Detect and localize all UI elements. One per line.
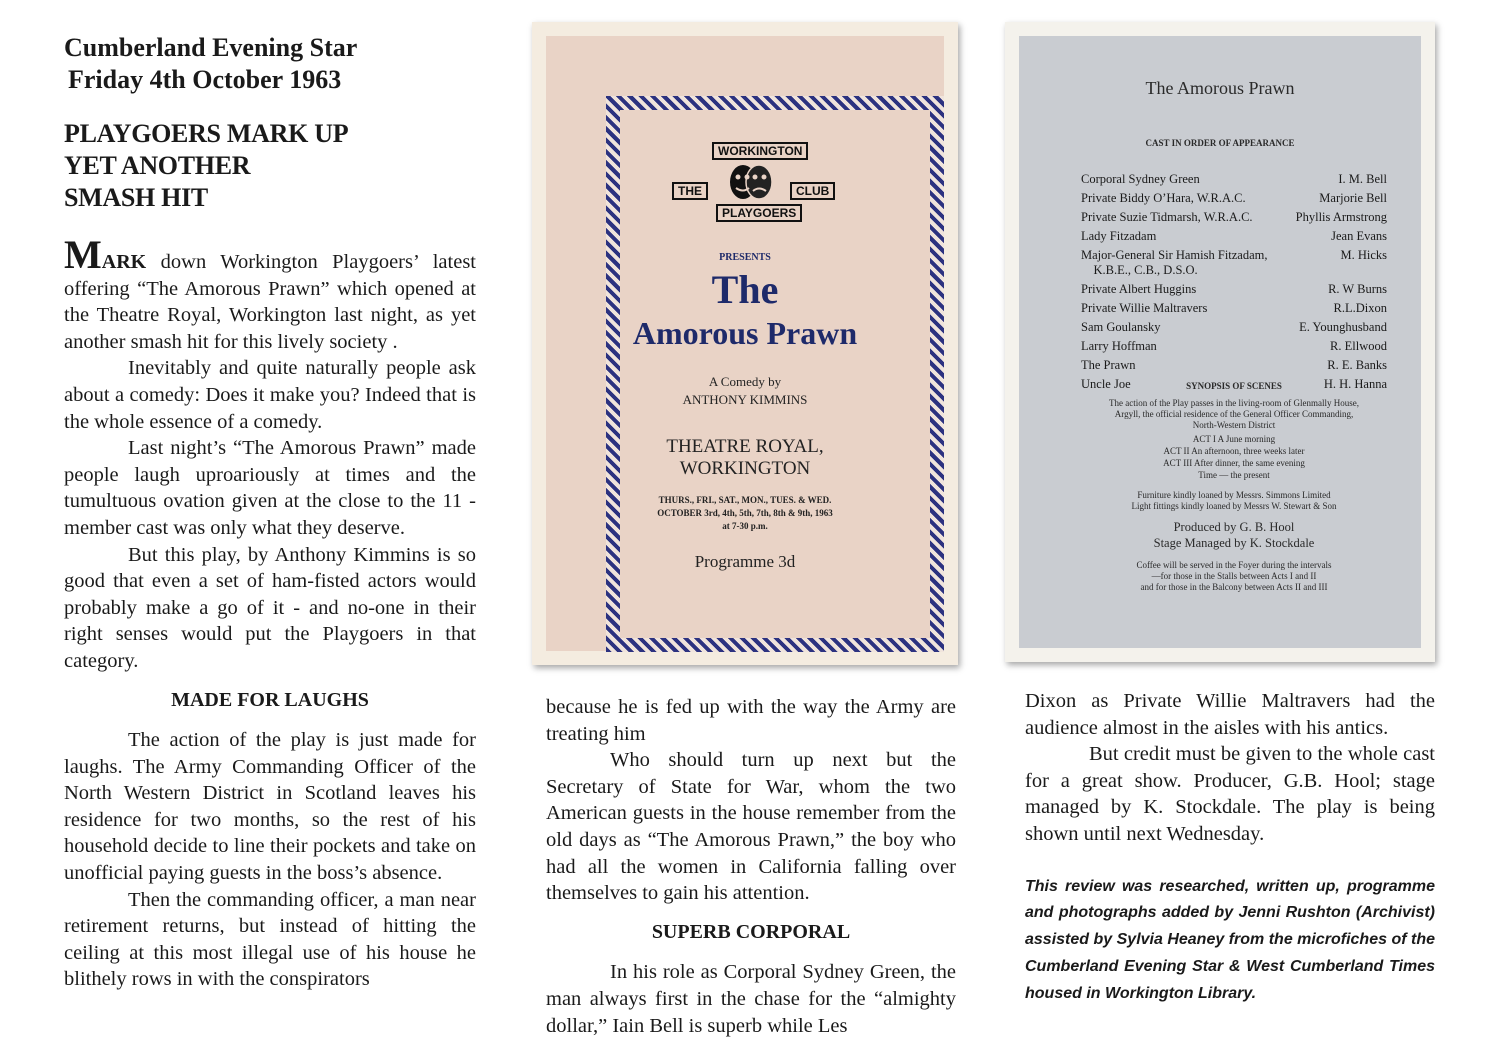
cast-actor: R. Ellwood [1330,339,1387,353]
cast-role: Sam Goulansky [1081,320,1161,334]
cast-actor: I. M. Bell [1338,172,1387,186]
subheading: MADE FOR LAUGHS [171,688,369,711]
cast-heading: CAST IN ORDER OF APPEARANCE [1145,138,1295,148]
coffee-note: and for those in the Balcony between Acts II and III [1140,582,1328,592]
logo-text: THE [672,182,708,200]
logo-text: PLAYGOERS [716,204,802,222]
paragraph: Dixon as Private Willie Maltravers had the audience almost in the aisles with his antics. [1025,690,1435,739]
presents-text: PRESENTS [719,252,771,263]
drop-cap: M [64,232,102,277]
cast-role: Uncle Joe [1081,377,1131,391]
cast-role: K.B.E., C.B., D.S.O. [1081,263,1198,277]
paragraph: But this play, by Anthony Kimmins is so good that even a set of ham-fisted actors would probably make a go of it - and no-one in their right senses would put the Playgoers in that category. [64,543,476,672]
paragraph: The action of the play is just made for laughs. The Army Commanding Officer of the North Western District in Scotland leaves his residence for two months, so the rest of his household decide to line their pockets and take on unofficial paying guests in the boss’s absence. [64,729,476,885]
paragraph: But credit must be given to the whole cast for a great show. Producer, G.B. Hool; stage managed by K. Stockdale. The play is being shown until next Wednesday. [1025,743,1435,845]
masthead [64,32,494,96]
theatre-masks-icon [726,160,776,204]
performance-days: THURS., FRI., SAT., MON., TUES. & WED. [658,495,832,505]
act-line: ACT II An afternoon, three weeks later [1163,446,1305,456]
cast-role: Corporal Sydney Green [1081,172,1200,186]
programme-cast-photo [1005,22,1435,662]
cast-actor: Phyllis Armstrong [1295,210,1387,224]
archivist-credit: This review was researched, written up, programme and photographs added by Jenni Rushton (Archivist) assisted by Sylvia Heaney from the microfiches of the Cumberland Evening Star & West Cumberland Times housed in Workington Library. [1025,877,1435,1002]
cast-actor: R.L.Dixon [1333,301,1387,315]
programme-cover-photo [532,22,958,665]
comedy-by-text: A Comedy by [708,374,782,389]
furniture-credit: Furniture kindly loaned by Messrs. Simmons Limited [1137,490,1331,500]
cast-actor: E. Younghusband [1299,320,1387,334]
lead-paragraph [64,232,476,355]
coffee-note: Coffee will be served in the Foyer during the intervals [1136,560,1332,570]
cast-actor: R. W Burns [1328,282,1387,296]
newspaper-name: Cumberland Evening Star [64,33,358,62]
paragraph: In his role as Corporal Sydney Green, the man always first in the chase for the “almighty dollar,” Iain Bell is superb while Les [546,961,956,1037]
logo-text: WORKINGTON [712,142,808,160]
playgoers-club-logo [650,142,850,222]
coffee-note: —for those in the Stalls between Acts I and II [1151,571,1317,581]
synopsis-line: Argyll, the official residence of the General Officer Commanding, [1114,409,1354,419]
headline-line: YET ANOTHER [64,151,251,180]
article-column-2 [546,694,956,1039]
cast-role: Larry Hoffman [1081,339,1157,353]
play-title-line-1: The [711,267,779,312]
producer-credit: Produced by G. B. Hool [1173,520,1295,534]
lead-caps: ARK [101,251,147,273]
cast-role: Private Biddy O’Hara, W.R.A.C. [1081,191,1246,205]
cast-page-title: The Amorous Prawn [1145,78,1295,98]
headline-line: SMASH HIT [64,183,208,212]
paragraph: Who should turn up next but the Secretary of State for War, whom the two American guests in the house remember from the old days as “The Amorous Prawn,” the boy who had all the women in California falling over themselves to gain his attention. [546,749,956,905]
synopsis-line: North-Western District [1192,420,1276,430]
cast-role: Private Albert Huggins [1081,282,1197,296]
act-line: ACT III After dinner, the same evening [1163,458,1305,468]
cast-role: The Prawn [1081,358,1136,372]
headline [64,118,494,214]
venue-line-2: WORKINGTON [679,458,811,479]
programme-cast-paper [1019,36,1421,648]
article-column-3 [1025,688,1435,1008]
cast-actor: M. Hicks [1340,248,1387,262]
synopsis-heading: SYNOPSIS OF SCENES [1186,381,1282,391]
subheading: SUPERB CORPORAL [651,920,851,943]
headline-line: PLAYGOERS MARK UP [64,119,349,148]
performance-time: at 7-30 p.m. [722,521,768,531]
cast-role: Private Willie Maltravers [1081,301,1208,315]
paragraph: Last night’s “The Amorous Prawn” made people laugh uproariously at times and the tumultuous ovation given at the close to the 11 -member cast was only what they deserve. [64,437,476,539]
cast-actor: Marjorie Bell [1319,191,1387,205]
author-name: ANTHONY KIMMINS [682,392,808,407]
cast-actor: H. H. Hanna [1323,377,1387,391]
article-column-1 [64,232,476,993]
cast-role: Lady Fitzadam [1081,229,1157,243]
cast-role: Private Suzie Tidmarsh, W.R.A.C. [1081,210,1253,224]
programme-price: Programme 3d [694,552,796,571]
synopsis-line: The action of the Play passes in the living-room of Glenmally House, [1109,398,1359,408]
programme-cover-paper [546,36,944,651]
stage-manager-credit: Stage Managed by K. Stockdale [1153,536,1315,550]
venue-line-1: THEATRE ROYAL, [666,436,824,457]
logo-text: CLUB [790,182,835,200]
play-title-line-2: Amorous Prawn [632,315,858,351]
cast-role: Major-General Sir Hamish Fitzadam, [1081,248,1268,262]
publication-date: Friday 4th October 1963 [68,65,342,94]
act-line: Time — the present [1198,470,1270,480]
cast-actor: R. E. Banks [1327,358,1387,372]
lead-text: down Workington Playgoers’ latest offering “The Amorous Prawn” which opened at the Theatre Royal, Workington last night, as yet another smash hit for this lively society . [64,251,476,353]
performance-dates: OCTOBER 3rd, 4th, 5th, 7th, 8th & 9th, 1963 [657,508,833,518]
lighting-credit: Light fittings kindly loaned by Messrs W. Stewart & Son [1131,501,1337,511]
paragraph: because he is fed up with the way the Army are treating him [546,696,956,745]
cast-actor: Jean Evans [1331,229,1387,243]
paragraph: Inevitably and quite naturally people ask about a comedy: Does it make you? Indeed that is the whole essence of a comedy. [64,357,476,433]
act-line: ACT I A June morning [1192,434,1276,444]
paragraph: Then the commanding officer, a man near retirement returns, but instead of hitting the ceiling at this most illegal use of his house he blithely rows in with the conspirators [64,888,476,991]
